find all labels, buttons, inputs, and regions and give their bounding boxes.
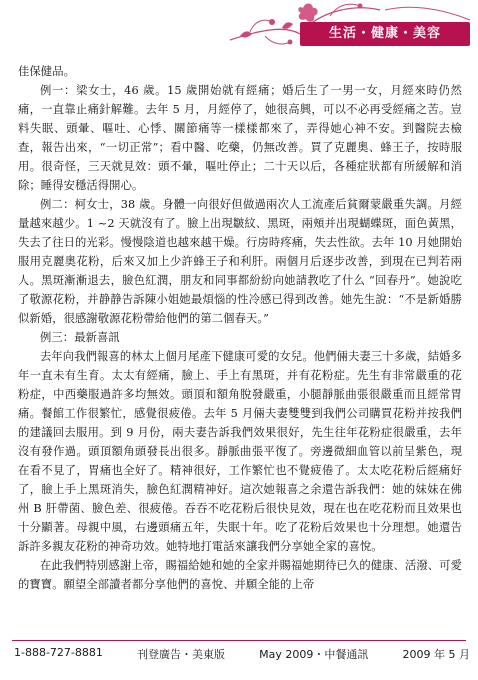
- article-paragraph: 佳保健品。: [18, 65, 75, 78]
- footer-publication: 刊登廣告・美東版: [137, 648, 226, 661]
- article-paragraph: 例三：最新喜訊: [40, 331, 120, 344]
- footer-divider: [12, 640, 466, 641]
- article-paragraph: 例一：梁女士，46 歲。15 歲開始就有經痛；婚后生了一男一女，月經來時仍然痛，一直靠止痛針解難。去年 5 月，月經停了，她很高興，可以不必再受經痛之苦。豈料失眠、頭暈、嘔吐、心悸、關節痛等一樣樣都來了，弄得她心神不安。到醫院去檢查，報告出來，“一切正常”；看中醫、吃藥，仍無改善。買了克麗奧、蜂王子，按時服用。很奇怪，三天就見效：頭不暈，嘔吐停止；二十天以后，各種症狀都有所緩解和消除；睡得安穩活得開心。: [18, 84, 462, 192]
- footer-issue-zh: 2009 年 5 月: [402, 648, 470, 661]
- section-tag: 生活・健康・美容: [300, 22, 470, 46]
- footer-phone: 1-888-727-8881: [14, 646, 103, 659]
- page-footer: [14, 646, 470, 662]
- footer-issue-en: May 2009・中餐通訊: [259, 648, 369, 661]
- article-paragraph: 例二：柯女士，38 歲。身體一向很好但做過兩次人工流產后貧爾蒙嚴重失調。月經量越來越少。1 ~2 天就沒有了。臉上出現皺紋、黑斑，兩頰并出現蝴蝶斑，面色黃黑，失去了往日的光彩。慢慢陰道也越來越干燥。行房時疼痛，失去性欲。去年 10 月她開始服用克麗奧花粉，后來又加上少許蜂王子和利肝。兩個月后逐步改善，到現在已判若兩人。黑斑漸漸退去，臉色紅潤，朋友和同事都紛紛向她請教吃了什么 “回春丹”。她說吃了敬源花粉，并静静告訴陳小姐她最煩惱的性冷感已得到改善。她先生說：“不是新婚勝似新婚，很感謝敬源花粉帶給他們的第二個春天。”: [18, 198, 462, 325]
- article-body: [18, 62, 462, 594]
- article-paragraph: 去年向我們報喜的林太上個月尾產下健康可愛的女兒。他們倆夫妻三十多歲，結婚多年一直未有生育。太太有經痛，臉上、手上有黑斑，并有花粉症。先生有非常嚴重的花粉症，中西藥服過許多均無效。頭頂和額角脫發嚴重，小腿靜脈曲張很嚴重而且經常胃痛。餐館工作很繁忙，感覺很疲倦。去年 5 月倆夫妻雙雙到我們公司購買花粉并按我們的建議回去服用。到 9 月份，兩夫妻告訴我們效果很好，先生往年花粉症很嚴重，去年沒有發作過。頭頂額角頭發長出很多。靜脈曲張平復了。旁邊微細血管以前呈紫色，現在看不見了，胃痛也全好了。精神很好，工作繁忙也不覺疲倦了。太太吃花粉后經痛好了，臉上手上黑斑消失，臉色紅潤精神好。這次她報喜之余還告訴我們：她的妹妹在佛州 B 肝帶菌、臉色差、很疲倦。吞吞不吃花粉后很快見效，現在也在吃花粉而且效果也十分顯著。母親中風，右邊頭痛五年，失眠十年。吃了花粉后效果也十分理想。她還告訴許多親友花粉的神奇功效。她特地打電話來讓我們分享她全家的喜悅。: [18, 350, 462, 553]
- article-paragraph: 在此我們特別感謝上帝，賜福給她和她的全家并賜福她期待已久的健康、活潑、可愛的寶寶。願望全部讀者都分享他們的喜悅、并願全能的上帝: [18, 559, 462, 591]
